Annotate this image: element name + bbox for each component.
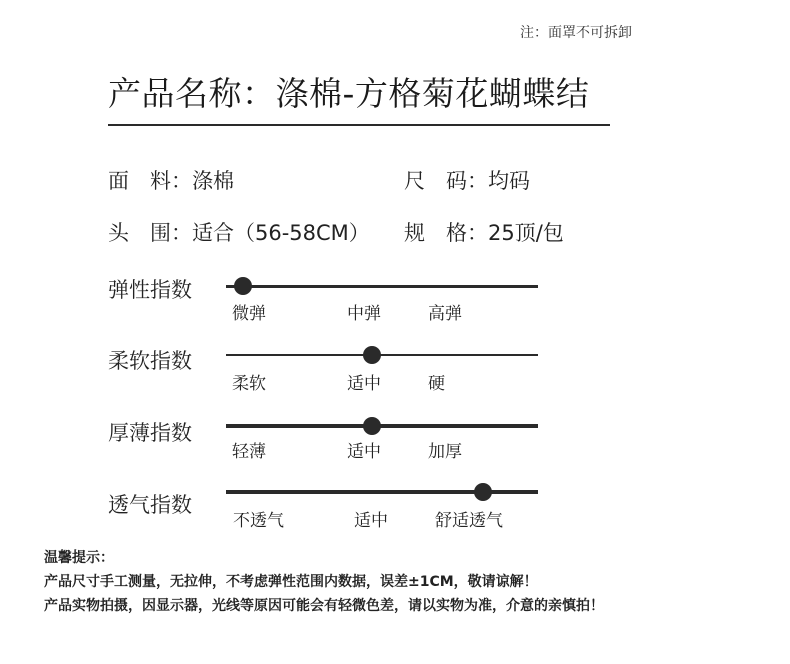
scale-indicator [234, 277, 252, 295]
tips-heading: 温馨提示： [44, 550, 114, 566]
scale-title: 弹性指数 [108, 278, 192, 302]
spec-size: 尺 码：均码 [404, 169, 530, 193]
scale-title: 透气指数 [108, 493, 192, 517]
title-underline [108, 124, 610, 126]
scale-label-high: 舒适透气 [435, 511, 503, 531]
scale-track [226, 424, 538, 428]
scale-indicator [474, 483, 492, 501]
scale-track [226, 354, 538, 356]
spec-material: 面 料：涤棉 [108, 169, 234, 193]
scale-label-low: 不透气 [233, 511, 284, 531]
scale-label-high: 高弹 [428, 304, 462, 324]
scale-label-mid: 适中 [354, 511, 388, 531]
scale-label-mid: 适中 [347, 442, 381, 462]
scale-label-mid: 中弹 [347, 304, 381, 324]
spec-package: 规 格：25顶/包 [404, 221, 564, 245]
scale-label-low: 柔软 [232, 374, 266, 394]
tips-line-color: 产品实物拍摄，因显示器，光线等原因可能会有轻微色差，请以实物为准，介意的亲慎拍！ [44, 598, 604, 614]
scale-indicator [363, 417, 381, 435]
product-title: 产品名称：涤棉-方格菊花蝴蝶结 [108, 74, 590, 113]
scale-label-high: 加厚 [428, 442, 462, 462]
removable-note: 注：面罩不可拆卸 [520, 25, 632, 41]
scale-label-low: 微弹 [232, 304, 266, 324]
spec-head-circumference: 头 围：适合（56-58CM） [108, 221, 370, 245]
scale-indicator [363, 346, 381, 364]
scale-label-mid: 适中 [347, 374, 381, 394]
tips-line-measurement: 产品尺寸手工测量，无拉伸，不考虑弹性范围内数据，误差±1CM，敬请谅解！ [44, 574, 538, 590]
scale-track [226, 285, 538, 288]
scale-label-low: 轻薄 [232, 442, 266, 462]
scale-title: 厚薄指数 [108, 421, 192, 445]
scale-label-high: 硬 [428, 374, 445, 394]
scale-title: 柔软指数 [108, 349, 192, 373]
